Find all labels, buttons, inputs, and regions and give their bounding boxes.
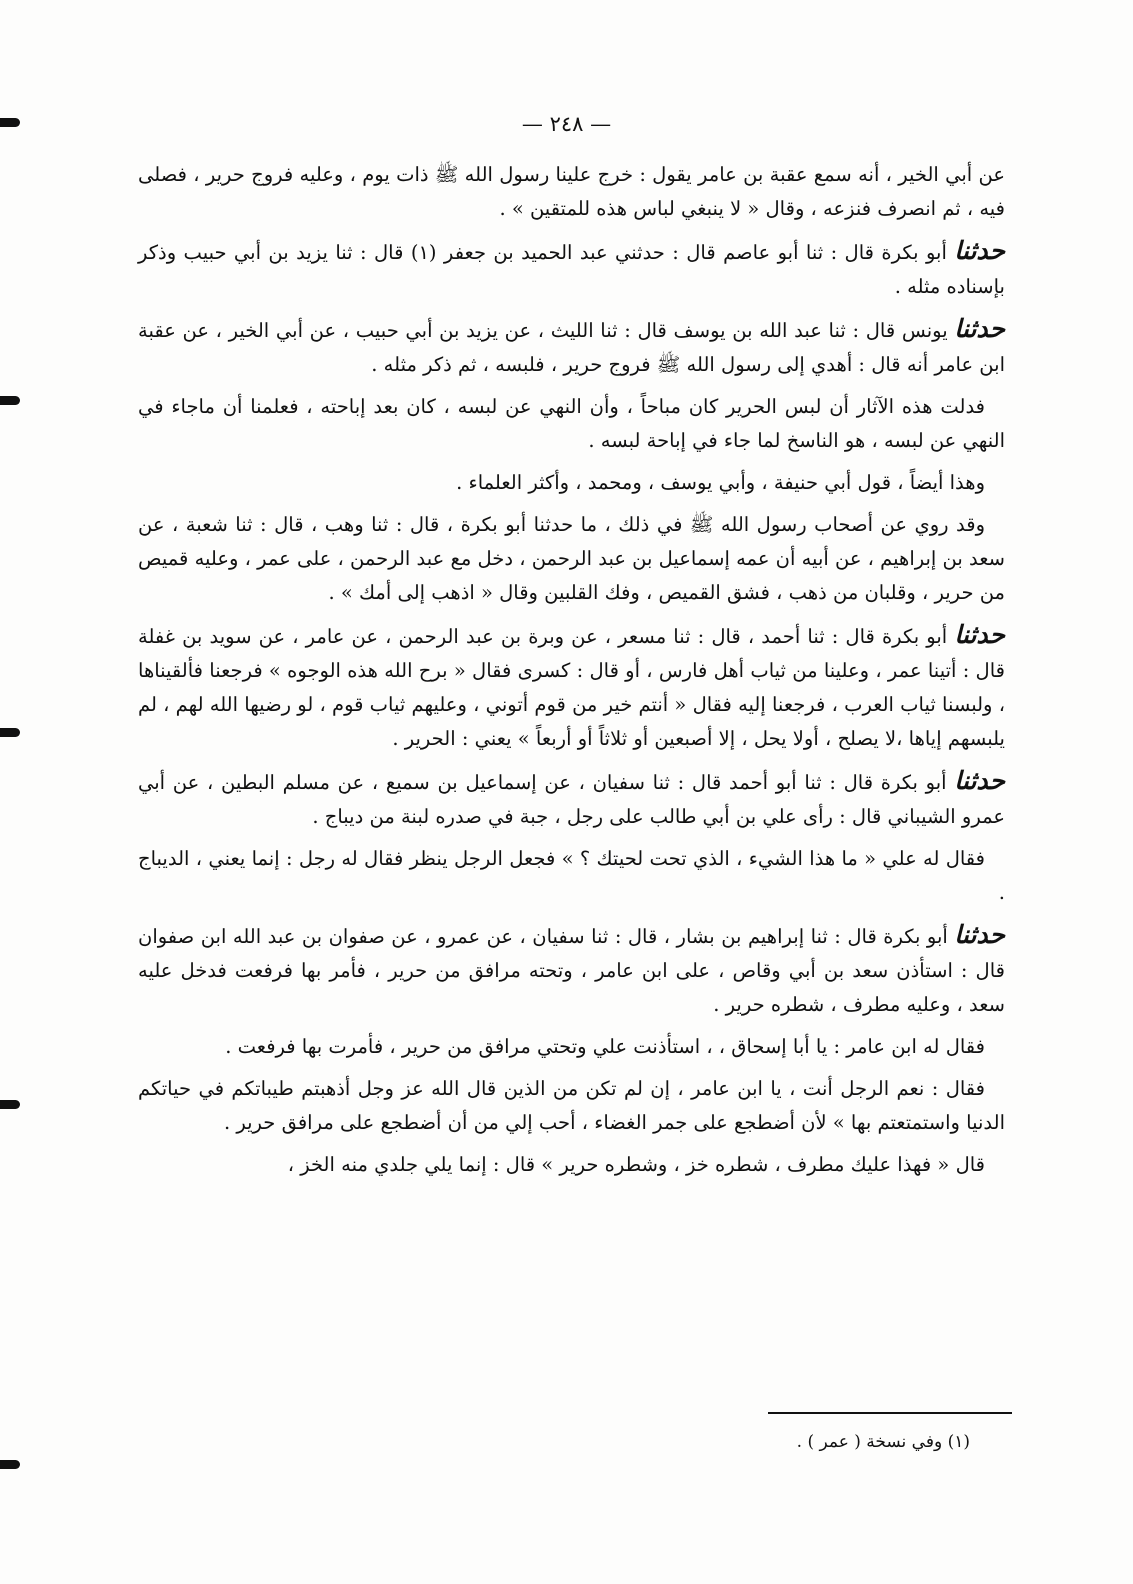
paragraph bbox=[138, 618, 1005, 756]
paragraph bbox=[138, 234, 1005, 304]
scan-edge-mark bbox=[0, 396, 20, 405]
paragraph-text: عن أبي الخير ، أنه سمع عقبة بن عامر يقول : خرج علينا رسول الله ﷺ ذات يوم ، وعليه فروج حرير ، فصلى فيه ، ثم انصرف فنزعه ، وقال « لا ينبغي لباس هذه للمتقين » . bbox=[138, 163, 1005, 220]
paragraph-text: وقد روي عن أصحاب رسول الله ﷺ في ذلك ، ما حدثنا أبو بكرة ، قال : ثنا وهب ، قال : ثنا شعبة ، عن سعد بن إبراهيم ، عن أبيه أن عمه إسماعيل بن عبد الرحمن ، دخل مع عبد الرحمن ، على عمر ، وعليه قميص من حرير ، وقلبان من ذهب ، فشق القميص ، وفك القلبين وقال « اذهب إلى أمك » . bbox=[138, 513, 1005, 604]
paragraph-text: وهذا أيضاً ، قول أبي حنيفة ، وأبي يوسف ، ومحمد ، وأكثر العلماء . bbox=[456, 471, 985, 494]
paragraph bbox=[138, 842, 1005, 910]
paragraph bbox=[138, 390, 1005, 458]
scan-edge-mark bbox=[0, 728, 20, 737]
paragraph-text: قال « فهذا عليك مطرف ، شطره خز ، وشطره حرير » قال : إنما يلي جلدي منه الخز ، bbox=[287, 1153, 985, 1176]
paragraph-text: فدلت هذه الآثار أن لبس الحرير كان مباحاً ، وأن النهي عن لبسه ، كان بعد إباحته ، فعلمنا أن ماجاء في النهي عن لبسه ، هو الناسخ لما جاء في إباحة لبسه . bbox=[138, 395, 1005, 452]
paragraph-text: أبو بكرة قال : ثنا إبراهيم بن بشار ، قال : ثنا سفيان ، عن عمرو ، عن صفوان بن عبد الله ابن صفوان قال : استأذن سعد بن أبي وقاص ، على ابن عامر ، وتحته مرافق من حرير ، فأمر بها فرفعت فدخل عليه سعد ، وعليه مطرف ، شطره حرير . bbox=[138, 925, 1005, 1016]
scan-edge-mark bbox=[0, 1100, 20, 1109]
paragraph-text: يونس قال : ثنا عبد الله بن يوسف قال : ثنا الليث ، عن يزيد بن أبي حبيب ، عن أبي الخير ، عن عقبة ابن عامر أنه قال : أهدي إلى رسول الله ﷺ فروج حرير ، فلبسه ، ثم ذكر مثله . bbox=[138, 319, 1005, 376]
page-number: — ٢٤٨ — bbox=[521, 112, 612, 136]
paragraph-lead-word: حدثنا bbox=[954, 620, 1006, 649]
paragraph bbox=[138, 508, 1005, 610]
paragraph bbox=[138, 1072, 1005, 1140]
paragraph-text: فقال : نعم الرجل أنت ، يا ابن عامر ، إن لم تكن من الذين قال الله عز وجل أذهبتم طيباتكم في حياتكم الدنيا واستمتعتم بها » لأن أضطجع على جمر الغضاء ، أحب إلي من أن أضطجع على مرافق حرير . bbox=[138, 1077, 1005, 1134]
scan-edge-mark bbox=[0, 1460, 20, 1469]
paragraph-lead-word: حدثنا bbox=[954, 236, 1005, 265]
footnote-divider bbox=[768, 1412, 1012, 1414]
paragraph-lead-word: حدثنا bbox=[954, 766, 1005, 795]
footnote: (١) وفي نسخة ( عمر ) . bbox=[796, 1432, 970, 1452]
paragraph-text: أبو بكرة قال : ثنا أبو أحمد قال : ثنا سفيان ، عن إسماعيل بن سميع ، عن مسلم البطين ، عن أبي عمرو الشيباني قال : رأى علي بن أبي طالب على رجل ، جبة في صدره لبنة من ديباج . bbox=[138, 771, 1005, 828]
paragraph-text: فقال له علي « ما هذا الشيء ، الذي تحت لحيتك ؟ » فجعل الرجل ينظر فقال له رجل : إنما يعني ، الديباج . bbox=[138, 847, 1005, 904]
paragraph-lead-word: حدثنا bbox=[954, 314, 1005, 343]
paragraph-text: فقال له ابن عامر : يا أبا إسحاق ، ، استأذنت علي وتحتي مرافق من حرير ، فأمرت بها فرفعت . bbox=[225, 1035, 985, 1058]
paragraph bbox=[138, 1148, 1005, 1182]
paragraph bbox=[138, 918, 1005, 1022]
body-text bbox=[138, 158, 1005, 1190]
paragraph-text: أبو بكرة قال : ثنا أحمد ، قال : ثنا مسعر ، عن وبرة بن عبد الرحمن ، عن عامر ، عن سويد بن غفلة قال : أتينا عمر ، وعلينا من ثياب أهل فارس ، أو قال : كسرى فقال « برح الله هذه الوجوه » فرجعنا فألقيناها ، ولبسنا ثياب العرب ، فرجعنا إليه فقال « أنتم خير من قوم أتوني ، وعليهم ثياب قوم ، لو رضيها الله لهم ، لم يلبسهم إياها ،لا يصلح ، أولا يحل ، إلا أصبعين أو ثلاثاً أو أربعاً » يعني : الحرير . bbox=[138, 625, 1005, 750]
paragraph-lead-word: حدثنا bbox=[954, 920, 1005, 949]
paragraph bbox=[138, 466, 1005, 500]
paragraph-text: أبو بكرة قال : ثنا أبو عاصم قال : حدثني عبد الحميد بن جعفر (١) قال : ثنا يزيد بن أبي حبيب وذكر بإسناده مثله . bbox=[138, 241, 1005, 298]
paragraph bbox=[138, 1030, 1005, 1064]
paragraph bbox=[138, 312, 1005, 382]
paragraph bbox=[138, 158, 1005, 226]
paragraph bbox=[138, 764, 1005, 834]
